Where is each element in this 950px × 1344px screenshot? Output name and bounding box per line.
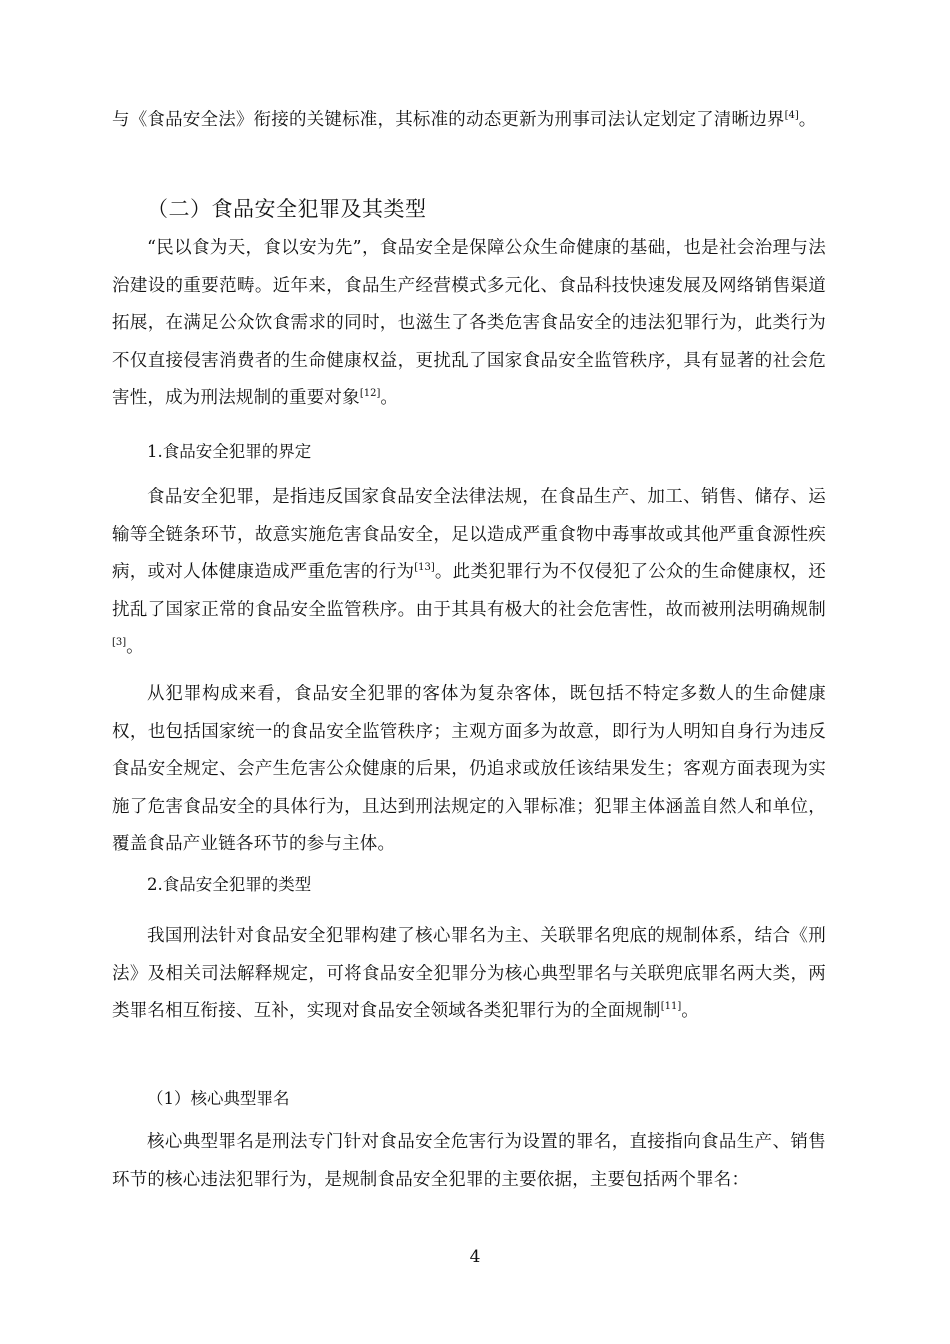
subsection-heading-core: （1）核心典型罪名 — [147, 1089, 290, 1108]
citation-ref[interactable]: [4] — [784, 110, 799, 122]
paragraph-tail: 。 — [681, 1001, 699, 1021]
section-heading: （二）食品安全犯罪及其类型 — [147, 197, 427, 221]
paragraph-definition — [112, 479, 826, 667]
paragraph-text: 我国刑法针对食品安全犯罪构建了核心罪名为主、关联罪名兜底的规制体系，结合《刑法》及相关司法解释规定，可将食品安全犯罪分为核心典型罪名与关联兜底罪名两大类，两类罪名相互衔接、互补，实现对食品安全领域各类犯罪行为的全面规制 — [112, 926, 826, 1021]
citation-ref[interactable]: [11] — [660, 1001, 682, 1013]
paragraph-text: 。此类犯罪行为不仅侵犯了公众的生命健康权，还扰乱了国家正常的食品安全监管秩序。由于其具有极大的社会危害性，故而被刑法明确规制 — [112, 562, 826, 620]
page-number: 4 — [469, 1247, 481, 1267]
paragraph-tail: 。 — [798, 110, 817, 130]
paragraph-core — [112, 1124, 826, 1199]
subsection-heading-types: 2.食品安全犯罪的类型 — [147, 875, 312, 894]
paragraph-text: “民以食为天，食以安为先”，食品安全是保障公众生命健康的基础，也是社会治理与法治建设的重要范畴。近年来，食品生产经营模式多元化、食品科技快速发展及网络销售渠道拓展，在满足公众饮食需求的同时，也滋生了各类危害食品安全的违法犯罪行为，此类行为不仅直接侵害消费者的生命健康权益，更扰乱了国家食品安全监管秩序，具有显著的社会危害性，成为刑法规制的重要对象 — [112, 238, 826, 408]
paragraph-continued — [112, 102, 826, 140]
citation-ref[interactable]: [13] — [414, 562, 435, 574]
paragraph-intro — [112, 230, 826, 418]
paragraph-tail: 。 — [126, 637, 144, 657]
paragraph-tail: 。 — [380, 388, 399, 408]
subsection-heading-definition: 1.食品安全犯罪的界定 — [147, 442, 312, 461]
paragraph-text: 从犯罪构成来看，食品安全犯罪的客体为复杂客体，既包括不特定多数人的生命健康权，也包括国家统一的食品安全监管秩序；主观方面多为故意，即行为人明知自身行为违反食品安全规定、会产生危害公众健康的后果，仍追求或放任该结果发生；客观方面表现为实施了危害食品安全的具体行为，且达到刑法规定的入罪标准；犯罪主体涵盖自然人和单位，覆盖食品产业链各环节的参与主体。 — [112, 684, 826, 854]
citation-ref[interactable]: [12] — [359, 388, 381, 400]
paragraph-text: 食品安全犯罪，是指违反国家食品安全法律法规，在食品生产、加工、销售、储存、运输等全链条环节，故意实施危害食品安全，足以造成严重食物中毒事故或其他严重食源性疾病，或对人体健康造成严重危害的行为 — [112, 487, 826, 582]
paragraph-text: 与《食品安全法》衔接的关键标准，其标准的动态更新为刑事司法认定划定了清晰边界 — [112, 110, 785, 130]
citation-ref[interactable]: [3] — [112, 637, 127, 649]
paragraph-text: 核心典型罪名是刑法专门针对食品安全危害行为设置的罪名，直接指向食品生产、销售环节的核心违法犯罪行为，是规制食品安全犯罪的主要依据，主要包括两个罪名： — [112, 1132, 826, 1190]
paragraph-constitution — [112, 676, 826, 864]
paragraph-types — [112, 918, 826, 1031]
